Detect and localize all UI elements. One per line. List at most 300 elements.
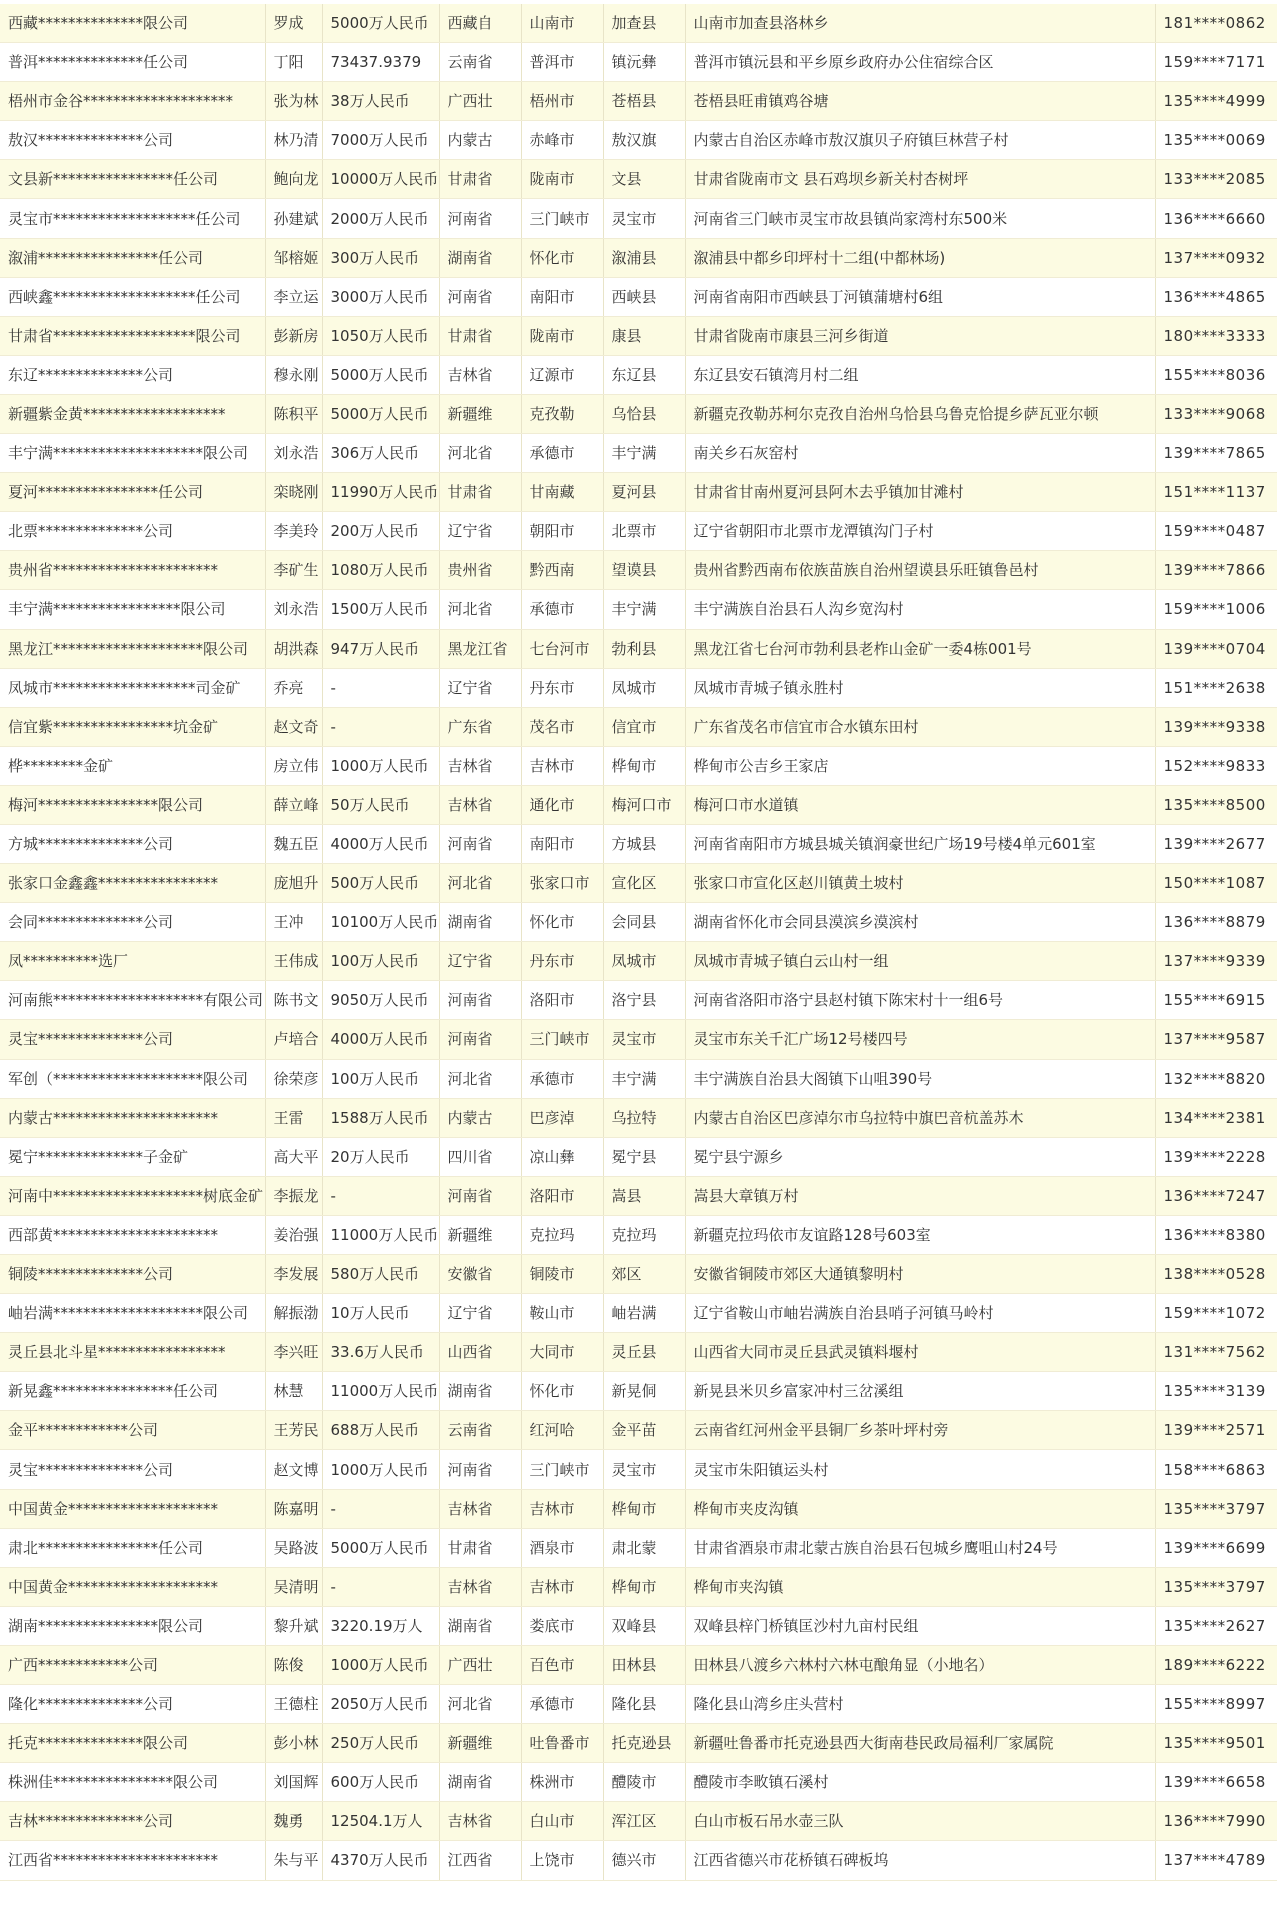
city-cell: 承德市	[521, 1685, 603, 1724]
company-name-cell: 夏河****************任公司	[0, 473, 265, 512]
company-name-cell: 黑龙江********************限公司	[0, 629, 265, 668]
city-cell: 铜陵市	[521, 1255, 603, 1294]
legal-person-cell: 丁阳	[265, 43, 322, 82]
registered-capital-cell: 10000万人民币	[322, 160, 439, 199]
table-row	[0, 1645, 1277, 1684]
county-cell: 会同县	[603, 903, 685, 942]
legal-person-cell: 刘国辉	[265, 1763, 322, 1802]
county-cell: 冕宁县	[603, 1137, 685, 1176]
table-row	[0, 1255, 1277, 1294]
phone-cell: 181****0862	[1155, 4, 1277, 43]
registered-capital-cell: 73437.9379	[322, 43, 439, 82]
county-cell: 洛宁县	[603, 981, 685, 1020]
phone-cell: 180****3333	[1155, 316, 1277, 355]
company-name-cell: 广西************公司	[0, 1645, 265, 1684]
table-row	[0, 1763, 1277, 1802]
legal-person-cell: 邹榕姬	[265, 238, 322, 277]
legal-person-cell: 胡洪森	[265, 629, 322, 668]
legal-person-cell: 李振龙	[265, 1176, 322, 1215]
address-cell: 新疆吐鲁番市托克逊县西大街南巷民政局福利厂家属院	[685, 1724, 1155, 1763]
phone-cell: 131****7562	[1155, 1333, 1277, 1372]
county-cell: 勃利县	[603, 629, 685, 668]
county-cell: 敖汉旗	[603, 121, 685, 160]
phone-cell: 135****0069	[1155, 121, 1277, 160]
registered-capital-cell: -	[322, 1567, 439, 1606]
phone-cell: 133****9068	[1155, 394, 1277, 433]
company-name-cell: 贵州省**********************	[0, 551, 265, 590]
city-cell: 三门峡市	[521, 1020, 603, 1059]
table-row	[0, 1567, 1277, 1606]
phone-cell: 132****8820	[1155, 1059, 1277, 1098]
company-name-cell: 敖汉**************公司	[0, 121, 265, 160]
province-cell: 甘肃省	[439, 473, 521, 512]
address-cell: 甘肃省酒泉市肃北蒙古族自治县石包城乡鹰咀山村24号	[685, 1528, 1155, 1567]
address-cell: 山西省大同市灵丘县武灵镇料堰村	[685, 1333, 1155, 1372]
legal-person-cell: 罗成	[265, 4, 322, 43]
address-cell: 张家口市宣化区赵川镇黄土坡村	[685, 864, 1155, 903]
table-row	[0, 199, 1277, 238]
registered-capital-cell: 38万人民币	[322, 82, 439, 121]
registered-capital-cell: 1500万人民币	[322, 590, 439, 629]
table-row	[0, 785, 1277, 824]
city-cell: 梧州市	[521, 82, 603, 121]
company-name-cell: 张家口金鑫鑫****************	[0, 864, 265, 903]
phone-cell: 135****3797	[1155, 1567, 1277, 1606]
city-cell: 吉林市	[521, 1567, 603, 1606]
company-name-cell: 西部黄**********************	[0, 1215, 265, 1254]
city-cell: 承德市	[521, 590, 603, 629]
legal-person-cell: 李发展	[265, 1255, 322, 1294]
table-row	[0, 1489, 1277, 1528]
county-cell: 信宜市	[603, 707, 685, 746]
company-name-cell: 株洲佳****************限公司	[0, 1763, 265, 1802]
table-row	[0, 1176, 1277, 1215]
legal-person-cell: 赵文博	[265, 1450, 322, 1489]
company-name-cell: 湖南****************限公司	[0, 1606, 265, 1645]
address-cell: 桦甸市夹沟镇	[685, 1567, 1155, 1606]
registered-capital-cell: 4000万人民币	[322, 824, 439, 863]
table-row	[0, 1528, 1277, 1567]
address-cell: 甘肃省甘南州夏河县阿木去乎镇加甘滩村	[685, 473, 1155, 512]
registered-capital-cell: 200万人民币	[322, 512, 439, 551]
city-cell: 洛阳市	[521, 1176, 603, 1215]
county-cell: 浑江区	[603, 1802, 685, 1841]
city-cell: 巴彦淖	[521, 1098, 603, 1137]
legal-person-cell: 吴路波	[265, 1528, 322, 1567]
table-row	[0, 121, 1277, 160]
province-cell: 河南省	[439, 1020, 521, 1059]
phone-cell: 136****6660	[1155, 199, 1277, 238]
address-cell: 丰宁满族自治县大阁镇下山咀390号	[685, 1059, 1155, 1098]
registered-capital-cell: 306万人民币	[322, 434, 439, 473]
county-cell: 灵丘县	[603, 1333, 685, 1372]
province-cell: 内蒙古	[439, 1098, 521, 1137]
city-cell: 凉山彝	[521, 1137, 603, 1176]
phone-cell: 135****4999	[1155, 82, 1277, 121]
registered-capital-cell: 947万人民币	[322, 629, 439, 668]
legal-person-cell: 刘永浩	[265, 590, 322, 629]
table-row	[0, 1724, 1277, 1763]
table-row	[0, 1841, 1277, 1880]
phone-cell: 150****1087	[1155, 864, 1277, 903]
legal-person-cell: 林乃清	[265, 121, 322, 160]
city-cell: 鞍山市	[521, 1294, 603, 1333]
legal-person-cell: 陈书文	[265, 981, 322, 1020]
registered-capital-cell: 1000万人民币	[322, 1645, 439, 1684]
registered-capital-cell: 9050万人民币	[322, 981, 439, 1020]
county-cell: 克拉玛	[603, 1215, 685, 1254]
address-cell: 新疆克拉玛依市友谊路128号603室	[685, 1215, 1155, 1254]
registered-capital-cell: 4370万人民币	[322, 1841, 439, 1880]
phone-cell: 158****6863	[1155, 1450, 1277, 1489]
province-cell: 辽宁省	[439, 942, 521, 981]
registered-capital-cell: -	[322, 707, 439, 746]
company-name-cell: 桦********金矿	[0, 746, 265, 785]
city-cell: 山南市	[521, 4, 603, 43]
county-cell: 方城县	[603, 824, 685, 863]
county-cell: 凤城市	[603, 942, 685, 981]
phone-cell: 137****9587	[1155, 1020, 1277, 1059]
company-name-cell: 肃北****************任公司	[0, 1528, 265, 1567]
province-cell: 河南省	[439, 277, 521, 316]
city-cell: 黔西南	[521, 551, 603, 590]
company-name-cell: 甘肃省*******************限公司	[0, 316, 265, 355]
county-cell: 灵宝市	[603, 1020, 685, 1059]
city-cell: 怀化市	[521, 238, 603, 277]
city-cell: 三门峡市	[521, 199, 603, 238]
phone-cell: 159****1072	[1155, 1294, 1277, 1333]
address-cell: 江西省德兴市花桥镇石碑板坞	[685, 1841, 1155, 1880]
legal-person-cell: 吴清明	[265, 1567, 322, 1606]
registered-capital-cell: 1050万人民币	[322, 316, 439, 355]
table-row	[0, 1215, 1277, 1254]
address-cell: 新疆克孜勒苏柯尔克孜自治州乌恰县乌鲁克恰提乡萨瓦亚尔顿	[685, 394, 1155, 433]
registered-capital-cell: 2050万人民币	[322, 1685, 439, 1724]
company-name-cell: 灵宝**************公司	[0, 1450, 265, 1489]
registered-capital-cell: 5000万人民币	[322, 355, 439, 394]
city-cell: 怀化市	[521, 1372, 603, 1411]
province-cell: 广西壮	[439, 82, 521, 121]
address-cell: 灵宝市朱阳镇运头村	[685, 1450, 1155, 1489]
company-name-cell: 东辽**************公司	[0, 355, 265, 394]
legal-person-cell: 姜治强	[265, 1215, 322, 1254]
county-cell: 岫岩满	[603, 1294, 685, 1333]
registered-capital-cell: -	[322, 1176, 439, 1215]
province-cell: 吉林省	[439, 1802, 521, 1841]
province-cell: 山西省	[439, 1333, 521, 1372]
company-name-cell: 金平************公司	[0, 1411, 265, 1450]
registered-capital-cell: 100万人民币	[322, 942, 439, 981]
table-row	[0, 746, 1277, 785]
province-cell: 辽宁省	[439, 1294, 521, 1333]
legal-person-cell: 庞旭升	[265, 864, 322, 903]
table-row	[0, 512, 1277, 551]
legal-person-cell: 李矿生	[265, 551, 322, 590]
table-row	[0, 1372, 1277, 1411]
county-cell: 乌恰县	[603, 394, 685, 433]
company-table	[0, 4, 1277, 1881]
province-cell: 甘肃省	[439, 1528, 521, 1567]
address-cell: 普洱市镇沅县和平乡原乡政府办公住宿综合区	[685, 43, 1155, 82]
legal-person-cell: 李立运	[265, 277, 322, 316]
table-row	[0, 629, 1277, 668]
legal-person-cell: 乔亮	[265, 668, 322, 707]
county-cell: 郊区	[603, 1255, 685, 1294]
city-cell: 大同市	[521, 1333, 603, 1372]
phone-cell: 151****1137	[1155, 473, 1277, 512]
table-row	[0, 1020, 1277, 1059]
city-cell: 丹东市	[521, 668, 603, 707]
registered-capital-cell: 580万人民币	[322, 1255, 439, 1294]
table-row	[0, 1137, 1277, 1176]
county-cell: 托克逊县	[603, 1724, 685, 1763]
registered-capital-cell: 1000万人民币	[322, 1450, 439, 1489]
city-cell: 张家口市	[521, 864, 603, 903]
address-cell: 凤城市青城子镇白云山村一组	[685, 942, 1155, 981]
company-name-cell: 丰宁满*****************限公司	[0, 590, 265, 629]
company-name-cell: 灵宝市*******************任公司	[0, 199, 265, 238]
county-cell: 加查县	[603, 4, 685, 43]
city-cell: 承德市	[521, 434, 603, 473]
address-cell: 湖南省怀化市会同县漠滨乡漠滨村	[685, 903, 1155, 942]
phone-cell: 159****7171	[1155, 43, 1277, 82]
registered-capital-cell: 7000万人民币	[322, 121, 439, 160]
county-cell: 凤城市	[603, 668, 685, 707]
address-cell: 灵宝市东关千汇广场12号楼四号	[685, 1020, 1155, 1059]
table-row	[0, 864, 1277, 903]
province-cell: 吉林省	[439, 746, 521, 785]
company-name-cell: 隆化**************公司	[0, 1685, 265, 1724]
address-cell: 丰宁满族自治县石人沟乡宽沟村	[685, 590, 1155, 629]
address-cell: 桦甸市夹皮沟镇	[685, 1489, 1155, 1528]
company-name-cell: 信宜紫****************坑金矿	[0, 707, 265, 746]
phone-cell: 151****2638	[1155, 668, 1277, 707]
legal-person-cell: 陈嘉明	[265, 1489, 322, 1528]
table-row	[0, 82, 1277, 121]
table-row	[0, 1059, 1277, 1098]
province-cell: 河北省	[439, 864, 521, 903]
province-cell: 湖南省	[439, 903, 521, 942]
address-cell: 山南市加查县洛林乡	[685, 4, 1155, 43]
legal-person-cell: 鲍向龙	[265, 160, 322, 199]
city-cell: 朝阳市	[521, 512, 603, 551]
legal-person-cell: 赵文奇	[265, 707, 322, 746]
county-cell: 桦甸市	[603, 746, 685, 785]
county-cell: 隆化县	[603, 1685, 685, 1724]
page	[0, 4, 1280, 1924]
province-cell: 西藏自	[439, 4, 521, 43]
legal-person-cell: 刘永浩	[265, 434, 322, 473]
phone-cell: 135****3797	[1155, 1489, 1277, 1528]
legal-person-cell: 李美玲	[265, 512, 322, 551]
province-cell: 湖南省	[439, 1606, 521, 1645]
county-cell: 乌拉特	[603, 1098, 685, 1137]
phone-cell: 139****7866	[1155, 551, 1277, 590]
registered-capital-cell: 33.6万人民币	[322, 1333, 439, 1372]
table-row	[0, 1606, 1277, 1645]
company-name-cell: 会同**************公司	[0, 903, 265, 942]
phone-cell: 139****2228	[1155, 1137, 1277, 1176]
company-name-cell: 中国黄金********************	[0, 1567, 265, 1606]
city-cell: 百色市	[521, 1645, 603, 1684]
province-cell: 贵州省	[439, 551, 521, 590]
phone-cell: 135****9501	[1155, 1724, 1277, 1763]
registered-capital-cell: 11000万人民币	[322, 1372, 439, 1411]
province-cell: 河北省	[439, 1059, 521, 1098]
registered-capital-cell: 600万人民币	[322, 1763, 439, 1802]
county-cell: 丰宁满	[603, 590, 685, 629]
city-cell: 洛阳市	[521, 981, 603, 1020]
phone-cell: 159****0487	[1155, 512, 1277, 551]
table-row	[0, 590, 1277, 629]
county-cell: 金平苗	[603, 1411, 685, 1450]
county-cell: 田林县	[603, 1645, 685, 1684]
address-cell: 桦甸市公吉乡王家店	[685, 746, 1155, 785]
legal-person-cell: 陈俊	[265, 1645, 322, 1684]
table-row	[0, 1685, 1277, 1724]
company-name-cell: 铜陵**************公司	[0, 1255, 265, 1294]
county-cell: 望谟县	[603, 551, 685, 590]
table-row	[0, 4, 1277, 43]
address-cell: 河南省洛阳市洛宁县赵村镇下陈宋村十一组6号	[685, 981, 1155, 1020]
legal-person-cell: 张为林	[265, 82, 322, 121]
registered-capital-cell: 4000万人民币	[322, 1020, 439, 1059]
phone-cell: 136****4865	[1155, 277, 1277, 316]
legal-person-cell: 穆永刚	[265, 355, 322, 394]
county-cell: 梅河口市	[603, 785, 685, 824]
company-name-cell: 梅河****************限公司	[0, 785, 265, 824]
city-cell: 吉林市	[521, 1489, 603, 1528]
company-name-cell: 内蒙古**********************	[0, 1098, 265, 1137]
address-cell: 苍梧县旺甫镇鸡谷塘	[685, 82, 1155, 121]
registered-capital-cell: 11000万人民币	[322, 1215, 439, 1254]
table-row	[0, 316, 1277, 355]
company-name-cell: 灵丘县北斗星*****************	[0, 1333, 265, 1372]
address-cell: 新晃县米贝乡富家冲村三岔溪组	[685, 1372, 1155, 1411]
legal-person-cell: 王德柱	[265, 1685, 322, 1724]
province-cell: 云南省	[439, 1411, 521, 1450]
address-cell: 双峰县梓门桥镇匡沙村九亩村民组	[685, 1606, 1155, 1645]
registered-capital-cell: 11990万人民币	[322, 473, 439, 512]
address-cell: 白山市板石吊水壶三队	[685, 1802, 1155, 1841]
legal-person-cell: 彭新房	[265, 316, 322, 355]
address-cell: 河南省三门峡市灵宝市故县镇尚家湾村东500米	[685, 199, 1155, 238]
phone-cell: 137****9339	[1155, 942, 1277, 981]
phone-cell: 155****6915	[1155, 981, 1277, 1020]
province-cell: 湖南省	[439, 1372, 521, 1411]
county-cell: 嵩县	[603, 1176, 685, 1215]
province-cell: 广西壮	[439, 1645, 521, 1684]
legal-person-cell: 朱与平	[265, 1841, 322, 1880]
company-name-cell: 普洱**************任公司	[0, 43, 265, 82]
province-cell: 吉林省	[439, 1489, 521, 1528]
city-cell: 怀化市	[521, 903, 603, 942]
company-name-cell: 文县新****************任公司	[0, 160, 265, 199]
company-name-cell: 西峡鑫*******************任公司	[0, 277, 265, 316]
address-cell: 云南省红河州金平县铜厂乡茶叶坪村旁	[685, 1411, 1155, 1450]
phone-cell: 139****7865	[1155, 434, 1277, 473]
city-cell: 辽源市	[521, 355, 603, 394]
registered-capital-cell: 10万人民币	[322, 1294, 439, 1333]
legal-person-cell: 卢培合	[265, 1020, 322, 1059]
city-cell: 酒泉市	[521, 1528, 603, 1567]
table-row	[0, 903, 1277, 942]
phone-cell: 139****6699	[1155, 1528, 1277, 1567]
company-name-cell: 丰宁满********************限公司	[0, 434, 265, 473]
province-cell: 广东省	[439, 707, 521, 746]
legal-person-cell: 王芳民	[265, 1411, 322, 1450]
city-cell: 承德市	[521, 1059, 603, 1098]
province-cell: 辽宁省	[439, 512, 521, 551]
registered-capital-cell: 3000万人民币	[322, 277, 439, 316]
province-cell: 河南省	[439, 1176, 521, 1215]
legal-person-cell: 陈积平	[265, 394, 322, 433]
company-name-cell: 冕宁**************子金矿	[0, 1137, 265, 1176]
phone-cell: 134****2381	[1155, 1098, 1277, 1137]
address-cell: 河南省南阳市方城县城关镇润豪世纪广场19号楼4单元601室	[685, 824, 1155, 863]
company-name-cell: 凤城市*******************司金矿	[0, 668, 265, 707]
city-cell: 娄底市	[521, 1606, 603, 1645]
table-row	[0, 473, 1277, 512]
table-row	[0, 43, 1277, 82]
table-row	[0, 277, 1277, 316]
province-cell: 吉林省	[439, 355, 521, 394]
county-cell: 溆浦县	[603, 238, 685, 277]
province-cell: 辽宁省	[439, 668, 521, 707]
province-cell: 内蒙古	[439, 121, 521, 160]
province-cell: 河南省	[439, 1450, 521, 1489]
table-row	[0, 1450, 1277, 1489]
province-cell: 河南省	[439, 824, 521, 863]
registered-capital-cell: 2000万人民币	[322, 199, 439, 238]
city-cell: 丹东市	[521, 942, 603, 981]
province-cell: 云南省	[439, 43, 521, 82]
table-row	[0, 355, 1277, 394]
address-cell: 梅河口市水道镇	[685, 785, 1155, 824]
city-cell: 吉林市	[521, 746, 603, 785]
city-cell: 甘南藏	[521, 473, 603, 512]
legal-person-cell: 徐荣彦	[265, 1059, 322, 1098]
table-row	[0, 1802, 1277, 1841]
legal-person-cell: 王伟成	[265, 942, 322, 981]
company-name-cell: 河南中********************树底金矿	[0, 1176, 265, 1215]
province-cell: 河南省	[439, 981, 521, 1020]
address-cell: 嵩县大章镇万村	[685, 1176, 1155, 1215]
province-cell: 湖南省	[439, 238, 521, 277]
county-cell: 夏河县	[603, 473, 685, 512]
company-name-cell: 方城**************公司	[0, 824, 265, 863]
province-cell: 四川省	[439, 1137, 521, 1176]
legal-person-cell: 魏勇	[265, 1802, 322, 1841]
city-cell: 株洲市	[521, 1763, 603, 1802]
county-cell: 东辽县	[603, 355, 685, 394]
registered-capital-cell: 1588万人民币	[322, 1098, 439, 1137]
table-row	[0, 394, 1277, 433]
registered-capital-cell: 1080万人民币	[322, 551, 439, 590]
registered-capital-cell: -	[322, 1489, 439, 1528]
phone-cell: 139****0704	[1155, 629, 1277, 668]
table-row	[0, 434, 1277, 473]
company-name-cell: 溆浦****************任公司	[0, 238, 265, 277]
phone-cell: 136****8380	[1155, 1215, 1277, 1254]
company-name-cell: 西藏**************限公司	[0, 4, 265, 43]
city-cell: 吐鲁番市	[521, 1724, 603, 1763]
address-cell: 辽宁省鞍山市岫岩满族自治县哨子河镇马岭村	[685, 1294, 1155, 1333]
county-cell: 北票市	[603, 512, 685, 551]
registered-capital-cell: -	[322, 668, 439, 707]
city-cell: 通化市	[521, 785, 603, 824]
phone-cell: 137****4789	[1155, 1841, 1277, 1880]
